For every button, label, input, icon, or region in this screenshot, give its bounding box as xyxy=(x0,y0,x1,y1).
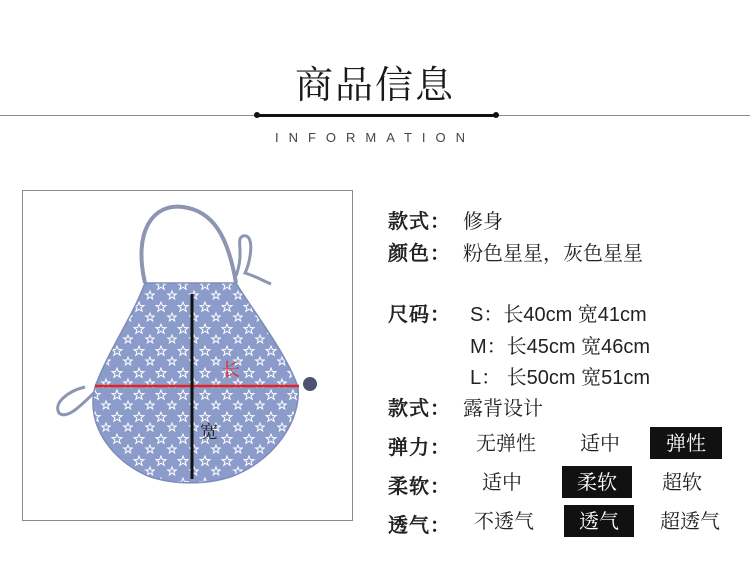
side-button xyxy=(303,377,317,391)
size-l: L： 长50cm 宽51cm xyxy=(470,367,651,389)
rating-option-selected: 透气 xyxy=(564,505,634,537)
waist-strap-left xyxy=(58,387,98,415)
rating-option-selected: 弹性 xyxy=(650,427,722,459)
spec-style-value: 修身 xyxy=(463,209,503,233)
rating-option: 无弹性 xyxy=(476,431,536,455)
rating-label: 弹力： xyxy=(388,435,451,459)
product-image-frame xyxy=(22,190,353,521)
spec-color-label: 颜色： xyxy=(388,241,451,265)
spec-style-2 xyxy=(388,392,543,421)
size-s: S：长40cm 宽41cm xyxy=(470,304,647,326)
divider-dot-right xyxy=(493,112,499,118)
spec-style-label: 款式： xyxy=(388,209,451,233)
spec-size-label: 尺码： xyxy=(388,302,451,326)
page-title: 商品信息 xyxy=(294,63,455,107)
rating-option: 超透气 xyxy=(660,509,720,533)
product-body xyxy=(93,283,298,483)
neck-strap xyxy=(141,207,236,283)
rating-label: 透气： xyxy=(388,513,451,537)
size-m: M：长45cm 宽46cm xyxy=(470,336,651,358)
page-subtitle: INFORMATION xyxy=(274,130,476,145)
spec-style2-value: 露背设计 xyxy=(463,396,543,420)
rating-option: 适中 xyxy=(482,470,522,494)
width-label: 宽 xyxy=(200,422,218,443)
product-illustration xyxy=(23,191,352,520)
rating-option-selected: 柔软 xyxy=(562,466,632,498)
divider-dot-left xyxy=(254,112,260,118)
spec-color xyxy=(388,237,643,266)
spec-style xyxy=(388,205,503,234)
spec-size xyxy=(388,298,451,327)
spec-color-value: 粉色星星，灰色星星 xyxy=(463,241,643,265)
side-tie xyxy=(236,236,271,284)
title-divider-accent xyxy=(259,114,497,117)
length-label: 长 xyxy=(222,360,240,381)
spec-style2-label: 款式： xyxy=(388,396,451,420)
rating-option: 适中 xyxy=(580,431,620,455)
rating-option: 不透气 xyxy=(474,509,534,533)
rating-label: 柔软： xyxy=(388,474,451,498)
rating-option: 超软 xyxy=(662,470,702,494)
